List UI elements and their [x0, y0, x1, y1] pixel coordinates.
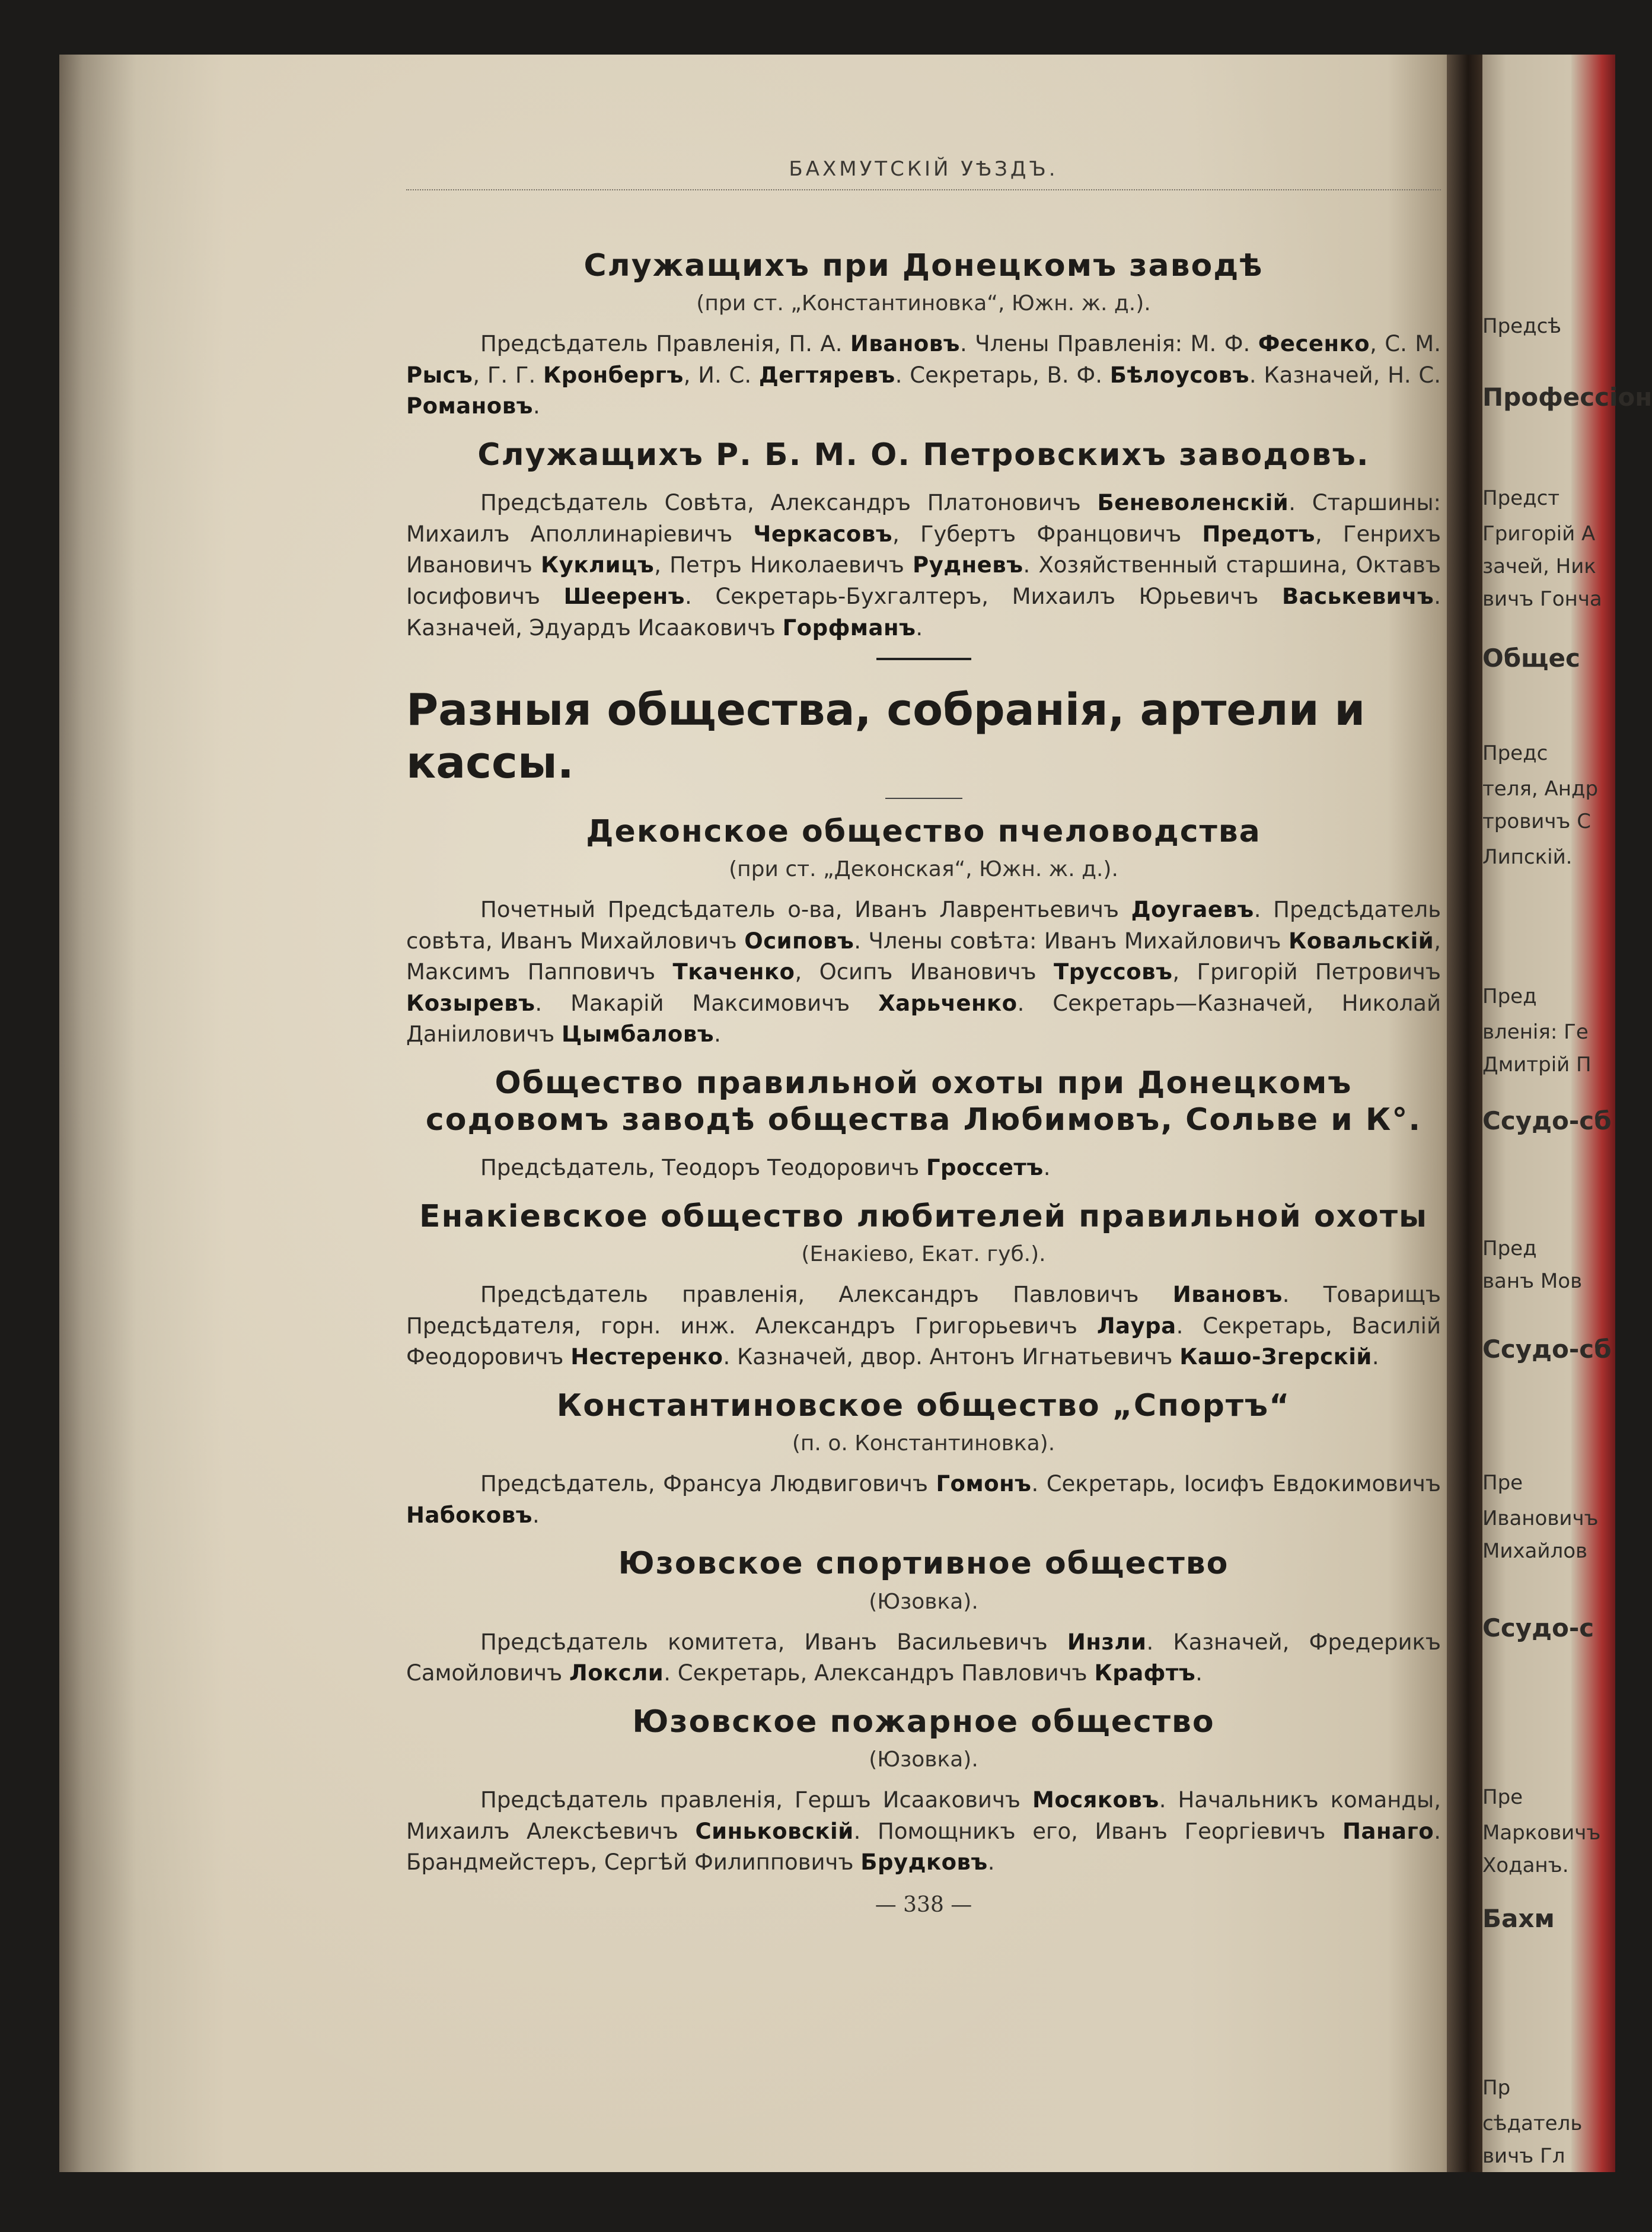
text-run: Предсѣдатель, Франсуа Людвиговичъ	[480, 1471, 936, 1497]
entry-paragraph	[406, 1627, 1441, 1689]
text-run: . Казначей, Эдуардъ Исааковичъ	[406, 583, 1441, 641]
right-page-fragment: ванъ Мов	[1482, 1269, 1583, 1293]
right-page-fragment: зачей, Ник	[1482, 555, 1596, 578]
right-page-fragment: Предс	[1482, 741, 1548, 765]
person-surname: Гроссетъ	[926, 1155, 1044, 1181]
text-run: Предсѣдатель Правленія, П. А.	[480, 331, 850, 357]
person-surname: Цымбаловъ	[562, 1021, 715, 1047]
person-surname: Труссовъ	[1054, 959, 1173, 985]
text-run: Предсѣдатель комитета, Иванъ Васильевичъ	[480, 1629, 1067, 1655]
right-page-fragment: Бахм	[1482, 1904, 1555, 1933]
person-surname: Куклицъ	[541, 552, 655, 578]
entry-subtitle: (при ст. „Константиновка“, Южн. ж. д.).	[696, 291, 1151, 316]
text-run: . Помощникъ его, Иванъ Георгіевичъ	[853, 1818, 1343, 1844]
right-page-fragment: Ходанъ.	[1482, 1854, 1569, 1877]
text-run: . Старшины: Михаилъ Аполлинаріевичъ	[406, 490, 1441, 547]
entry-subtitle: (Юзовка).	[869, 1747, 978, 1772]
person-surname: Лаура	[1096, 1313, 1176, 1339]
society-entry	[406, 1387, 1441, 1531]
entry-title: Юзовское спортивное общество	[618, 1546, 1229, 1582]
text-run: , Генрихъ Ивановичъ	[406, 521, 1441, 578]
right-page-fragment: Профессіон	[1482, 383, 1652, 412]
entry-title: Енакіевское общество любителей правильной охоты	[419, 1198, 1428, 1234]
person-surname: Дегтяревъ	[758, 362, 895, 388]
right-page-fragment: Ссудо-сб	[1482, 1335, 1612, 1364]
text-run: . Хозяйственный старшина, Октавъ Іосифовичъ	[406, 552, 1441, 609]
entry-paragraph	[406, 329, 1441, 422]
entry-title: Общество правильной охоты при Донецкомъ содовомъ заводѣ общества Любимовъ, Сольве и К°.	[425, 1065, 1422, 1138]
text-run: .	[532, 393, 540, 419]
entry-paragraph	[406, 1152, 1441, 1184]
text-run: . Казначей, Фредерикъ Самойловичъ	[406, 1629, 1441, 1686]
text-run: .	[1372, 1344, 1379, 1370]
text-run: . Брандмейстеръ, Сергѣй Филипповичъ	[406, 1818, 1441, 1876]
right-page-fragment: Пре	[1482, 1785, 1523, 1809]
society-entry	[406, 1545, 1441, 1689]
society-entry	[406, 437, 1441, 644]
right-page-fragment: сѣдатель	[1482, 2112, 1583, 2135]
right-page-fragment: Дмитрій П	[1482, 1053, 1592, 1077]
person-surname: Локсли	[569, 1660, 664, 1686]
text-run: Предсѣдатель Совѣта, Александръ Платоновичъ	[480, 490, 1098, 516]
person-surname: Фесенко	[1258, 331, 1370, 357]
entry-title: Служащихъ при Донецкомъ заводѣ	[583, 248, 1264, 284]
person-surname: Кашо-Згерскій	[1179, 1344, 1372, 1370]
person-surname: Черкасовъ	[753, 521, 893, 547]
entry-paragraph	[406, 894, 1441, 1050]
text-run: .	[1195, 1660, 1203, 1686]
text-run: Предсѣдатель, Теодоръ Теодоровичъ	[480, 1155, 926, 1181]
text-run: . Секретарь, Іосифъ Евдокимовичъ	[1031, 1471, 1441, 1497]
text-run: , С. М.	[1370, 331, 1441, 357]
person-surname: Горфманъ	[782, 614, 916, 641]
person-surname: Бѣлоусовъ	[1109, 362, 1249, 388]
text-run: Предсѣдатель правленія, Гершъ Исааковичъ	[480, 1787, 1032, 1813]
text-run: , Максимъ Папповичъ	[406, 928, 1441, 985]
text-run: . Казначей, Н. С.	[1249, 362, 1441, 388]
sections-list	[406, 247, 1441, 644]
right-page-fragment: Ссудо-сб	[1482, 1106, 1612, 1135]
person-surname: Синьковскій	[695, 1818, 854, 1844]
person-surname: Крафтъ	[1094, 1660, 1196, 1686]
person-surname: Доугаевъ	[1131, 897, 1254, 923]
text-run: , Григорій Петровичъ	[1172, 959, 1441, 985]
right-page-fragment: Ссудо-с	[1482, 1613, 1594, 1642]
right-page-fragment: тровичъ С	[1482, 810, 1591, 833]
right-page-fragment: вленія: Ге	[1482, 1020, 1589, 1044]
entry-title: Константиновское общество „Спортъ“	[556, 1387, 1291, 1424]
person-surname: Рудневъ	[913, 552, 1023, 578]
person-surname: Харьченко	[878, 990, 1018, 1016]
societies-list	[406, 813, 1441, 1878]
text-run: , Г. Г.	[473, 362, 544, 388]
heading-underline	[885, 798, 962, 799]
page-number: — 338 —	[875, 1892, 972, 1917]
right-page-fragment: вичъ Гонча	[1482, 587, 1602, 611]
person-surname: Васькевичъ	[1281, 583, 1434, 609]
text-run: . Макарій Максимовичъ	[535, 990, 879, 1016]
person-surname: Ивановъ	[850, 331, 960, 357]
text-run: . Члены совѣта: Иванъ Михайловичъ	[854, 928, 1289, 954]
right-page-fragment: теля, Андр	[1482, 777, 1599, 801]
right-page-fragment: Григорій А	[1482, 522, 1596, 546]
person-surname: Набоковъ	[406, 1502, 532, 1528]
entry-subtitle: (Юзовка).	[869, 1589, 978, 1614]
text-run: . Секретарь, Александръ Павловичъ	[664, 1660, 1095, 1686]
person-surname: Рысъ	[406, 362, 473, 388]
text-run: . Казначей, двор. Антонъ Игнатьевичъ	[723, 1344, 1180, 1370]
text-run: , И. С.	[683, 362, 759, 388]
text-run: Предсѣдатель правленія, Александръ Павловичъ	[480, 1282, 1173, 1308]
person-surname: Предотъ	[1202, 521, 1315, 547]
person-surname: Беневоленскій	[1097, 490, 1289, 516]
entry-paragraph	[406, 1785, 1441, 1878]
text-run: . Предсѣдатель совѣта, Иванъ Михайловичъ	[406, 897, 1441, 954]
person-surname: Мосяковъ	[1032, 1787, 1159, 1813]
person-surname: Шееренъ	[563, 583, 685, 609]
right-page-fragment: Марковичъ	[1482, 1821, 1601, 1845]
right-page-fragment: Михайлов	[1482, 1539, 1588, 1563]
person-surname: Панаго	[1342, 1818, 1434, 1844]
entry-subtitle: (Енакіево, Екат. губ.).	[801, 1242, 1046, 1267]
text-run: . Товарищъ Предсѣдателя, горн. инж. Александръ Григорьевичъ	[406, 1282, 1441, 1339]
entry-subtitle: (п. о. Константиновка).	[792, 1431, 1055, 1456]
person-surname: Козыревъ	[406, 990, 535, 1016]
text-run: .	[532, 1502, 540, 1528]
right-page-fragment: Пред	[1482, 985, 1537, 1008]
person-surname: Ивановъ	[1172, 1282, 1283, 1308]
section-divider	[876, 658, 971, 660]
entry-paragraph	[406, 1469, 1441, 1531]
society-entry	[406, 813, 1441, 1050]
text-run: . Члены Правленія: М. Ф.	[959, 331, 1258, 357]
society-entry	[406, 247, 1441, 422]
right-page-fragment: вичъ Гл	[1482, 2144, 1565, 2168]
header-rule	[406, 189, 1441, 194]
text-run: .	[916, 614, 923, 641]
text-run: .	[987, 1849, 995, 1876]
text-run: . Секретарь—Казначей, Николай Даніиловичъ	[406, 990, 1441, 1047]
text-run: Почетный Предсѣдатель о-ва, Иванъ Лаврентьевичъ	[480, 897, 1131, 923]
right-page-fragment: Пре	[1482, 1471, 1523, 1495]
entry-paragraph	[406, 488, 1441, 644]
spacer	[406, 1138, 1441, 1152]
text-run: . Секретарь, Василій Феодоровичъ	[406, 1313, 1441, 1370]
right-page-fragment: Общес	[1482, 644, 1580, 673]
person-surname: Кронбергъ	[543, 362, 684, 388]
right-page-fragment: Пред	[1482, 1237, 1537, 1260]
entry-title: Деконское общество пчеловодства	[586, 813, 1261, 849]
entry-title: Служащихъ Р. Б. М. О. Петровскихъ заводовъ.	[477, 437, 1370, 473]
text-run: .	[714, 1021, 721, 1047]
right-page-fragment: Липскій.	[1482, 845, 1573, 869]
right-page-fragment: Предсѣ	[1482, 314, 1562, 338]
person-surname: Ковальскій	[1289, 928, 1434, 954]
right-page-fragment: Предст	[1482, 486, 1560, 510]
person-surname: Ткаченко	[672, 959, 795, 985]
page-gutter	[1447, 55, 1482, 2172]
person-surname: Романовъ	[406, 393, 533, 419]
text-run: , Губертъ Францовичъ	[892, 521, 1203, 547]
person-surname: Брудковъ	[860, 1849, 988, 1876]
society-entry	[406, 1065, 1441, 1184]
society-entry	[406, 1704, 1441, 1878]
right-page-fragment: Ивановичъ	[1482, 1507, 1599, 1530]
person-surname: Инзли	[1067, 1629, 1147, 1655]
main-heading: Разныя общества, собранія, артели и кассы.	[406, 684, 1366, 788]
running-head: БАХМУТСКІЙ УѢЗДЪ.	[789, 157, 1058, 181]
spacer	[406, 473, 1441, 488]
right-page-fragment: Пр	[1482, 2076, 1511, 2100]
person-surname: Нестеренко	[570, 1344, 723, 1370]
entry-paragraph	[406, 1279, 1441, 1373]
text-run: , Петръ Николаевичъ	[654, 552, 913, 578]
text-run: .	[1043, 1155, 1051, 1181]
person-surname: Осиповъ	[744, 928, 854, 954]
text-run: , Осипъ Ивановичъ	[795, 959, 1054, 985]
text-run: . Секретарь, В. Ф.	[895, 362, 1110, 388]
society-entry	[406, 1198, 1441, 1373]
person-surname: Гомонъ	[936, 1471, 1032, 1497]
text-run: . Начальникъ команды, Михаилъ Алексѣевичъ	[406, 1787, 1441, 1844]
text-run: . Секретарь-Бухгалтеръ, Михаилъ Юрьевичъ	[685, 583, 1282, 609]
page-text-column	[406, 157, 1441, 1917]
entry-title: Юзовское пожарное общество	[632, 1704, 1215, 1740]
entry-subtitle: (при ст. „Деконская“, Южн. ж. д.).	[729, 857, 1118, 882]
